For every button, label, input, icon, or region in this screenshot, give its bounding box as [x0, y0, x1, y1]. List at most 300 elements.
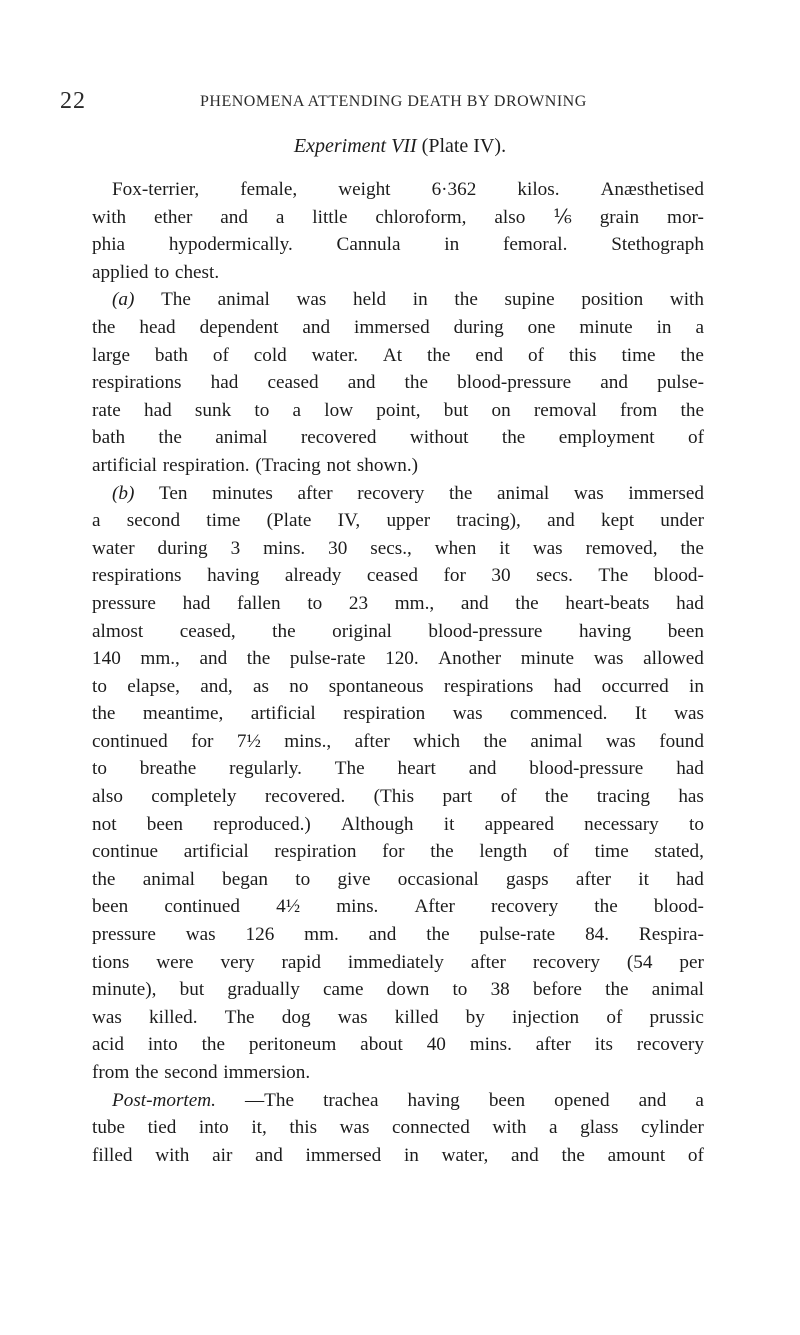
word: of [527, 344, 544, 366]
word: mm., [394, 592, 435, 614]
word: secs. [536, 565, 573, 587]
word: about [360, 1034, 403, 1056]
word: meantime, [142, 703, 224, 725]
word: (a) [112, 289, 135, 311]
word: respirations [92, 565, 182, 587]
word: position [581, 289, 644, 311]
word: the [426, 924, 450, 946]
word: femoral. [502, 234, 568, 256]
word: had [676, 758, 704, 780]
word: second [164, 1062, 218, 1083]
word: was [605, 730, 636, 752]
word: it [443, 813, 455, 835]
word: recovery [357, 482, 425, 504]
word: animal [497, 482, 550, 504]
word: a [275, 206, 285, 228]
word: continued [164, 896, 241, 918]
word: 3 [230, 537, 241, 559]
word: mm., [140, 648, 180, 670]
word: respiration [343, 703, 426, 725]
text-line [92, 231, 704, 259]
word: continue [92, 841, 159, 863]
word: pulse-rate [289, 648, 366, 670]
word: head [139, 316, 176, 338]
word: was [573, 482, 604, 504]
word: blood- [653, 896, 704, 918]
text-line [92, 893, 704, 921]
word: in [656, 316, 672, 338]
word: after [535, 1034, 571, 1056]
word: been [667, 620, 704, 642]
word: its [594, 1034, 613, 1056]
word: At [382, 344, 403, 366]
word: regularly. [229, 758, 302, 780]
word: to [452, 979, 468, 1001]
word: blood-pressure [457, 372, 572, 394]
text-line [92, 811, 704, 839]
word: occasional [397, 868, 479, 890]
word: almost [92, 620, 144, 642]
text-line [92, 673, 704, 701]
text-line [92, 507, 704, 535]
running-head [60, 88, 760, 118]
word: this [289, 1117, 318, 1139]
word: (This [373, 786, 415, 808]
word: the [594, 896, 618, 918]
word: had [676, 592, 704, 614]
word: immersed [305, 1144, 382, 1166]
word: length [479, 841, 528, 863]
word: recovery [491, 896, 559, 918]
word: the [135, 1062, 159, 1083]
word: 40 [426, 1034, 446, 1056]
word: on [491, 399, 511, 421]
text-line [92, 314, 704, 342]
word: amount [607, 1144, 666, 1166]
word: a [292, 399, 302, 421]
word: blood-pressure [428, 620, 543, 642]
running-head-title: PHENOMENA ATTENDING DEATH BY DROWNING [200, 93, 587, 110]
word: completely [151, 786, 237, 808]
word: after [354, 730, 390, 752]
word: cold [253, 344, 287, 366]
word: bath [92, 427, 126, 449]
text-line [92, 286, 704, 314]
word: very [220, 951, 255, 973]
word: of [552, 841, 569, 863]
word: tied [147, 1117, 177, 1139]
word: upper [386, 510, 431, 532]
text-line [92, 866, 704, 894]
word: employment [558, 427, 655, 449]
word: immersed [354, 316, 430, 338]
word: 23 [348, 592, 369, 614]
word: tions [92, 951, 130, 973]
word: (Plate [266, 510, 312, 532]
word: of [688, 427, 704, 449]
word: ⅙ [553, 206, 572, 228]
word: phia [92, 234, 126, 256]
word: recovery [636, 1034, 704, 1056]
word: to [92, 675, 107, 697]
word: mins. [469, 1034, 512, 1056]
text-line [92, 369, 704, 397]
word: respiration. [162, 454, 250, 476]
word: been [488, 1089, 526, 1111]
word: allowed [643, 648, 704, 670]
word: in [689, 675, 704, 697]
word: animal [142, 868, 195, 890]
word: spontaneous [328, 675, 424, 697]
word: been [92, 896, 129, 918]
word: removed, [585, 537, 658, 559]
word: blood- [653, 565, 704, 587]
word: recovery [532, 951, 600, 973]
word: animal [215, 427, 268, 449]
word: and [638, 1089, 667, 1111]
word: injection [512, 1006, 580, 1028]
word: Respira- [638, 924, 704, 946]
word: and [199, 648, 228, 670]
word: having [407, 1089, 460, 1111]
word: minute), [92, 979, 157, 1001]
word: a [695, 1089, 704, 1111]
word: minutes [212, 482, 273, 504]
word: removal [533, 399, 597, 421]
word: rapid [281, 951, 321, 973]
word: mins. [263, 537, 306, 559]
word: The [598, 565, 629, 587]
word: ether [154, 206, 193, 228]
word: recovered [300, 427, 377, 449]
word: to [307, 592, 323, 614]
word: (b) [112, 482, 135, 504]
word: the [483, 730, 507, 752]
word: cylinder [641, 1117, 704, 1139]
word: was [296, 289, 327, 311]
text-line [92, 728, 704, 756]
word: part [442, 786, 473, 808]
word: a [695, 316, 704, 338]
word: was [337, 1006, 368, 1028]
word: had [143, 399, 172, 421]
word: to [254, 399, 270, 421]
word: kilos. [517, 179, 560, 200]
text-line [92, 1031, 704, 1059]
text-line [92, 1142, 704, 1170]
word: animal [217, 289, 270, 311]
word: has [678, 786, 704, 808]
word: but [179, 979, 205, 1001]
word: applied [92, 261, 149, 283]
word: 30 [491, 565, 511, 587]
word: in [444, 234, 460, 256]
word: and [255, 1144, 283, 1166]
word: into [198, 1117, 229, 1139]
word: weight [338, 179, 391, 200]
word: (Tracing [255, 454, 321, 476]
word: of [687, 1144, 704, 1166]
word: bath [154, 344, 188, 366]
word: grain [599, 206, 640, 228]
word: immersion. [223, 1062, 311, 1083]
word: sunk [194, 399, 232, 421]
word: commenced. [509, 703, 608, 725]
word: and [547, 510, 575, 532]
text-line [92, 480, 704, 508]
word: no [289, 675, 309, 697]
word: with [669, 289, 704, 311]
word: was [532, 537, 563, 559]
word: not [326, 454, 352, 476]
word: for [443, 565, 466, 587]
word: trachea [323, 1089, 379, 1111]
word: the [605, 979, 629, 1001]
word: chloroform, [375, 206, 467, 228]
text-line [92, 1004, 704, 1032]
word: the [561, 1144, 585, 1166]
word: fallen [236, 592, 281, 614]
word: held [353, 289, 387, 311]
word: appeared [484, 813, 554, 835]
word: respirations [443, 675, 534, 697]
word: to [154, 261, 170, 283]
word: pulse-rate [479, 924, 556, 946]
word: secs., [370, 537, 412, 559]
text-line [92, 976, 704, 1004]
word: 38 [490, 979, 510, 1001]
word: connected [392, 1117, 470, 1139]
word: animal [651, 979, 704, 1001]
word: water. [311, 344, 359, 366]
word: glass [580, 1117, 619, 1139]
word: mins. [336, 896, 379, 918]
word: The [224, 1006, 255, 1028]
text-line [92, 921, 704, 949]
word: time [206, 510, 241, 532]
word: artificial [183, 841, 249, 863]
text-line [92, 452, 704, 480]
word: this [568, 344, 597, 366]
word: which [413, 730, 461, 752]
word: the [430, 841, 454, 863]
text-line [92, 755, 704, 783]
word: from [92, 1062, 130, 1083]
word: 140 [92, 648, 121, 670]
word: prussic [649, 1006, 704, 1028]
word: pressure [92, 924, 156, 946]
word: 120. [385, 648, 419, 670]
word: peritoneum [248, 1034, 337, 1056]
word: ceased, [179, 620, 236, 642]
word: air [212, 1144, 233, 1166]
word: Anæsthetised [600, 179, 704, 200]
word: female, [240, 179, 298, 200]
word: animal [530, 730, 583, 752]
word: filled [92, 1144, 133, 1166]
word: the [454, 289, 478, 311]
word: the [246, 648, 271, 670]
word: the [501, 427, 526, 449]
word: was [92, 1006, 122, 1028]
word: point, [376, 399, 421, 421]
word: killed [394, 1006, 439, 1028]
word: the [404, 372, 428, 394]
word: and [302, 316, 331, 338]
word: having [578, 620, 632, 642]
word: the [92, 868, 116, 890]
word: had [182, 592, 211, 614]
word: immersed [628, 482, 704, 504]
text-line [92, 1114, 704, 1142]
word: when [434, 537, 477, 559]
word: kept [601, 510, 635, 532]
word: after [470, 951, 506, 973]
word: it [499, 537, 510, 559]
text-line [92, 618, 704, 646]
word: and, [200, 675, 233, 697]
word: the [426, 344, 451, 366]
word: with [155, 1144, 190, 1166]
word: rate [92, 399, 121, 421]
word: had [210, 372, 239, 394]
word: gasps [505, 868, 549, 890]
word: Another [438, 648, 502, 670]
word: was [339, 1117, 370, 1139]
text-line [92, 838, 704, 866]
text-line [92, 562, 704, 590]
word: respiration [274, 841, 357, 863]
word: minute [520, 648, 575, 670]
word: the [680, 344, 704, 366]
word: It [634, 703, 647, 725]
word: found [659, 730, 704, 752]
word: by [465, 1006, 485, 1028]
word: ceased [366, 565, 418, 587]
word: a [92, 510, 101, 532]
word: little [312, 206, 348, 228]
word: with [492, 1117, 527, 1139]
word: heart-beats [565, 592, 650, 614]
text-line [92, 700, 704, 728]
word: (54 [626, 951, 653, 973]
word: the [680, 537, 704, 559]
word: end [475, 344, 504, 366]
word: heart [397, 758, 436, 780]
plate-reference: (Plate IV). [421, 135, 507, 157]
word: one [527, 316, 556, 338]
word: of [212, 344, 229, 366]
word: it, [251, 1117, 267, 1139]
word: and [347, 372, 376, 394]
text-line [92, 204, 704, 232]
word: the [92, 703, 116, 725]
word: killed. [149, 1006, 198, 1028]
text-line [92, 342, 704, 370]
word: not [92, 813, 117, 835]
word: for [382, 841, 405, 863]
word: and [460, 592, 489, 614]
word: the [272, 620, 296, 642]
word: breathe [139, 758, 197, 780]
word: occurred [601, 675, 669, 697]
word: been [146, 813, 184, 835]
text-line [92, 259, 704, 287]
word: having [207, 565, 260, 587]
word: 6·362 [431, 179, 477, 200]
word: was [185, 924, 216, 946]
word: the [448, 482, 473, 504]
word: and [220, 206, 248, 228]
word: into [147, 1034, 178, 1056]
word: mins., [284, 730, 332, 752]
word: mor- [667, 206, 704, 228]
word: 7½ [236, 730, 261, 752]
word: Post-mortem. [112, 1089, 216, 1111]
text-line [92, 949, 704, 977]
word: mm. [304, 924, 339, 946]
word: shown.) [356, 454, 419, 476]
word: Ten [158, 482, 188, 504]
word: acid [92, 1034, 124, 1056]
word: time [621, 344, 656, 366]
word: under [660, 510, 704, 532]
word: water [92, 537, 135, 559]
word: after [575, 868, 612, 890]
word: Fox-terrier, [112, 179, 200, 200]
word: immediately [347, 951, 444, 973]
word: tube [92, 1117, 126, 1139]
word: necessary [584, 813, 659, 835]
word: —The [244, 1089, 295, 1111]
word: respirations [92, 372, 182, 394]
word: Cannula [336, 234, 401, 256]
text-line [92, 783, 704, 811]
word: elapse, [127, 675, 180, 697]
word: reproduced.) [213, 813, 311, 835]
word: 84. [585, 924, 610, 946]
word: the [158, 427, 182, 449]
word: without [409, 427, 469, 449]
word: continued [92, 730, 168, 752]
word: The [334, 758, 365, 780]
word: of [606, 1006, 623, 1028]
word: and [510, 1144, 539, 1166]
word: gradually [227, 979, 300, 1001]
word: to [92, 758, 107, 780]
word: IV, [337, 510, 361, 532]
word: for [191, 730, 214, 752]
word: 30 [328, 537, 348, 559]
word: second [126, 510, 181, 532]
word: stated, [654, 841, 704, 863]
word: before [532, 979, 582, 1001]
word: dog [281, 1006, 311, 1028]
word: it [638, 868, 649, 890]
word: chest. [174, 261, 220, 283]
word: in [412, 289, 428, 311]
word: and [368, 924, 397, 946]
word: tracing), [456, 510, 521, 532]
page-number: 22 [60, 88, 86, 114]
word: 126 [245, 924, 275, 946]
word: hypodermically. [168, 234, 293, 256]
word: The [161, 289, 191, 311]
word: of [500, 786, 517, 808]
word: with [92, 206, 127, 228]
word: a [549, 1117, 558, 1139]
word: and [600, 372, 628, 394]
